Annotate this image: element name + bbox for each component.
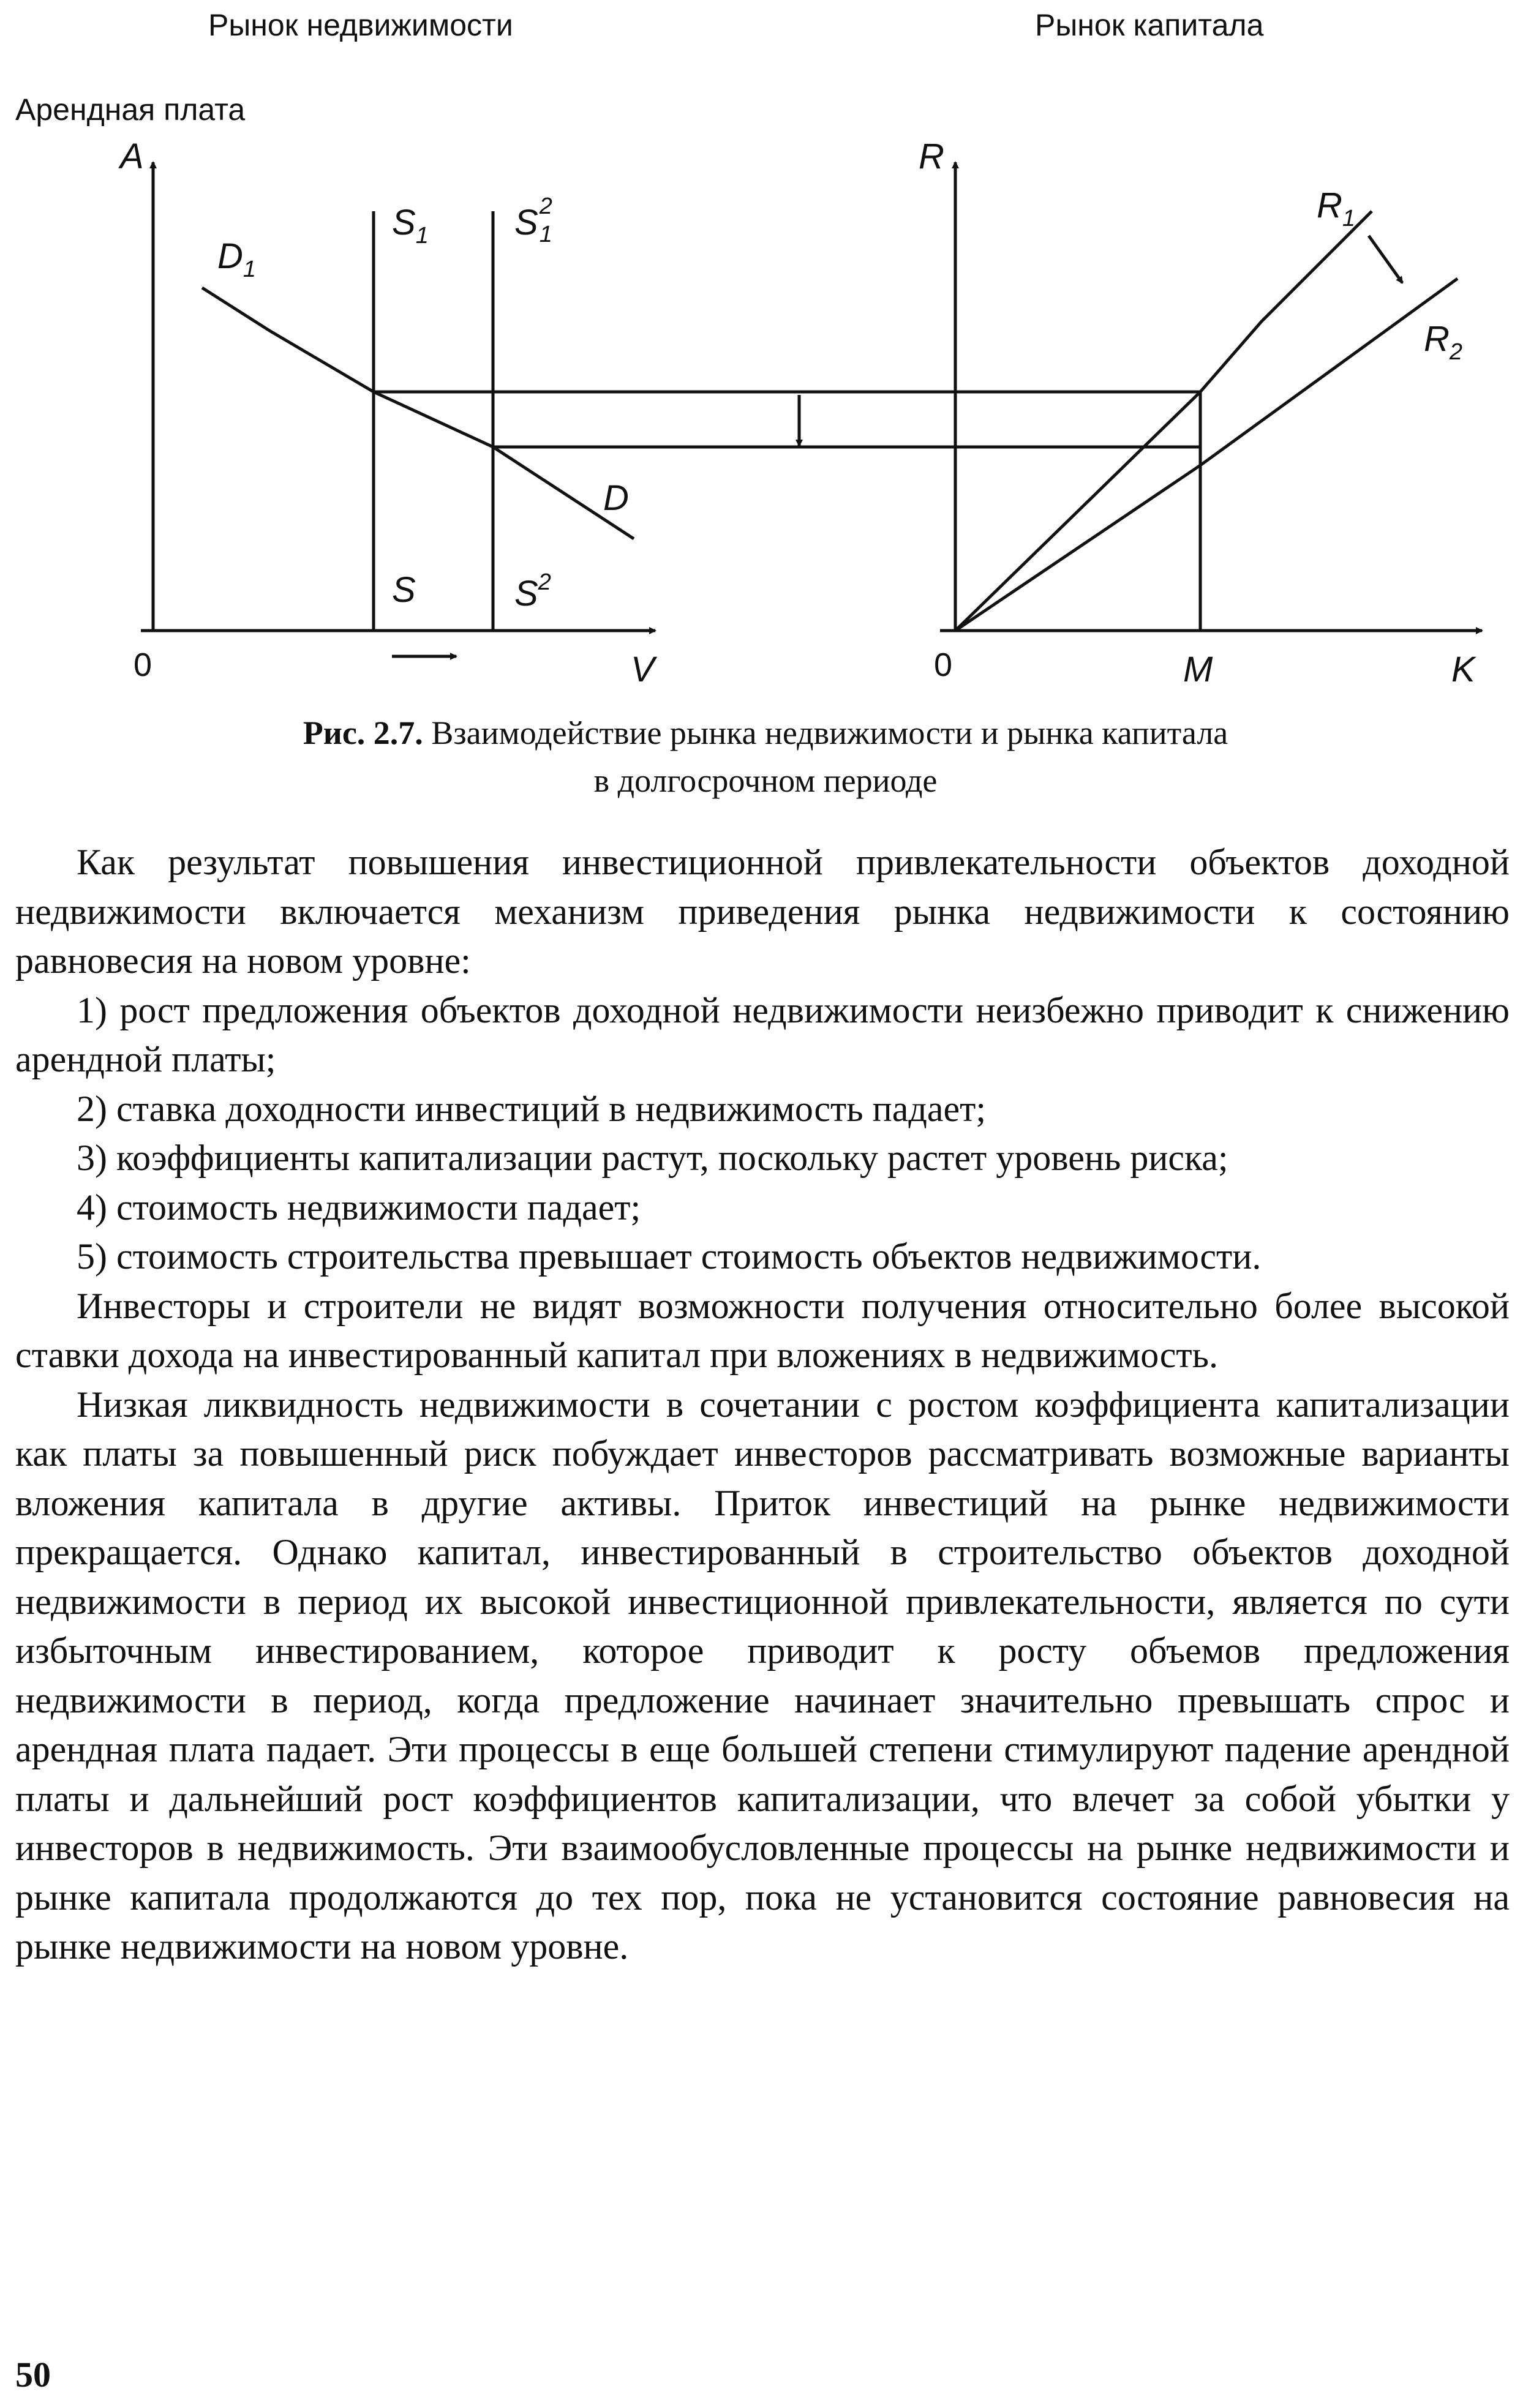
- right-chart-title: Рынок капитала: [1035, 8, 1264, 42]
- y-axis-caption: Арендная плата: [15, 92, 246, 127]
- curve-label-d1: $D_1$: [217, 236, 257, 282]
- list-item-5: 5) стоимость строительства превышает стоимость объектов недвижимости.: [77, 1236, 1262, 1277]
- curve-label-s1: $S_1$: [392, 203, 429, 249]
- page-number: 50: [15, 2355, 51, 2395]
- right-origin-label: 0: [934, 647, 953, 683]
- body-text: [15, 838, 1510, 1971]
- caption-number: Рис. 2.7.: [303, 715, 423, 751]
- m-label: M: [1183, 650, 1213, 689]
- paragraph-investors: Инвесторы и строители не видят возможности получения относительно более высокой ставки дохода на инвестированный капитал при вложениях в недвижимость.: [15, 1285, 1510, 1375]
- curve-label-d: D: [603, 478, 629, 518]
- list-item-4: 4) стоимость недвижимости падает;: [77, 1187, 641, 1228]
- paragraph-liquidity: Низкая ликвидность недвижимости в сочетании с ростом коэффициента капитализации как платы за повышенный риск побуждает инвесторов рассматривать возможные варианты вложения капитала в другие активы. Приток инвестиций на рынке недвижимости прекращается. Однако капитал, инвестированный в строительство объектов доходной недвижимости в период их высокой инвестиционной привлекательности, является по сути избыточным инвестированием, которое приводит к росту объемов предложения недвижимости в период, когда предложение начинает значительно превышать спрос и арендная плата падает. Эти процессы в еще большей степени стимулируют падение арендной платы и дальнейший рост коэффициентов капитализации, что влечет за собой убытки у инвесторов в недвижимость. Эти взаимообусловленные процессы на рынке недвижимости и рынке капитала продолжаются до тех пор, пока не установится состояние равновесия на рынке недвижимости на новом уровне.: [15, 1384, 1510, 1967]
- demand-curve: [202, 288, 634, 539]
- left-chart-title: Рынок недвижимости: [208, 8, 513, 42]
- curve-label-r1: $R_1$: [1317, 186, 1356, 231]
- curve-label-r2: $R_2$: [1424, 319, 1463, 365]
- left-origin-label: 0: [134, 647, 152, 683]
- caption-line-2: в долгосрочном периоде: [593, 762, 938, 799]
- list-item-2: 2) ставка доходности инвестиций в недвижимость падает;: [77, 1088, 987, 1129]
- list-item-3: 3) коэффициенты капитализации растут, поскольку растет уровень риска;: [77, 1138, 1228, 1178]
- curve-label-s: S: [392, 570, 416, 610]
- caption-text-1: Взаимодействие рынка недвижимости и рынка капитала: [431, 715, 1228, 751]
- r1-curve: [955, 211, 1372, 631]
- right-y-axis-label: R: [919, 137, 944, 176]
- r2-curve: [955, 279, 1458, 631]
- curve-label-s2: $S^2$: [514, 569, 551, 613]
- list-item-1: 1) рост предложения объектов доходной недвижимости неизбежно приводит к снижению арендной платы;: [15, 989, 1510, 1079]
- figure-2-7: [0, 0, 1531, 820]
- caption-line-1: [0, 709, 1531, 757]
- figure-caption: [0, 709, 1531, 805]
- r1-r2-shift-arrow: [1369, 236, 1402, 283]
- curve-label-s1-2: S 2 1: [514, 193, 552, 247]
- right-x-axis-label: K: [1451, 650, 1475, 689]
- paragraph-intro: Как результат повышения инвестиционной привлекательности объектов доходной недвижимости включается механизм приведения рынка недвижимости к состоянию равновесия на новом уровне:: [15, 842, 1510, 981]
- left-x-axis-label: V: [631, 650, 655, 689]
- left-y-axis-label: A: [120, 137, 144, 176]
